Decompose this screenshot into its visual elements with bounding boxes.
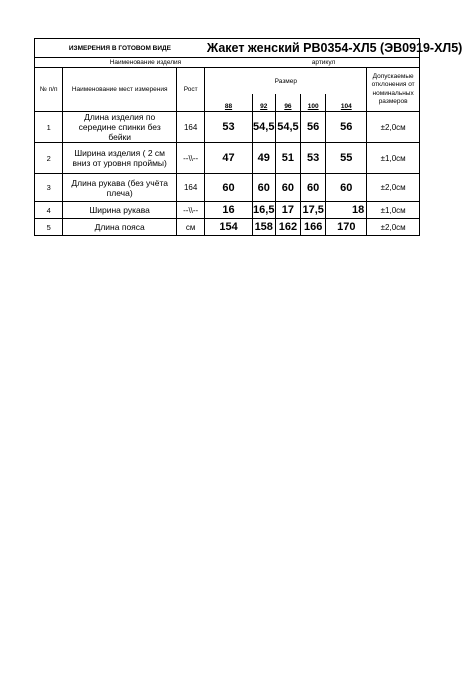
size-88-header: 88 xyxy=(205,94,252,112)
measurement-name: Длина изделия по середине спинки без бейки xyxy=(63,112,177,143)
table-row xyxy=(35,219,420,236)
measurement-name: Ширина рукава xyxy=(63,202,177,219)
size-104-header: 104 xyxy=(326,94,367,112)
value-104: 170 xyxy=(326,219,367,236)
measurement-name: Длина рукава (без учёта плеча) xyxy=(63,174,177,202)
table-row xyxy=(35,143,420,174)
height-value: 164 xyxy=(176,112,204,143)
value-104: 55 xyxy=(326,143,367,174)
height-value: --\\-- xyxy=(176,143,204,174)
row-number: 2 xyxy=(35,143,63,174)
value-100: 60 xyxy=(301,174,326,202)
value-88: 47 xyxy=(205,143,252,174)
product-title: Жакет женский РВ0354-ХЛ5 (ЭВ0919-ХЛ5) xyxy=(205,39,420,58)
tolerance-value: ±2,0см xyxy=(367,219,420,236)
size-92-header: 92 xyxy=(252,94,275,112)
row-number: 4 xyxy=(35,202,63,219)
value-96: 54,5 xyxy=(275,112,300,143)
row-number: 3 xyxy=(35,174,63,202)
measurement-place-header: Наименование мест измерения xyxy=(63,68,177,112)
value-104: 56 xyxy=(326,112,367,143)
size-header: Размер xyxy=(205,68,367,95)
value-92: 60 xyxy=(252,174,275,202)
value-100: 53 xyxy=(301,143,326,174)
value-92: 16,5 xyxy=(252,202,275,219)
table-row xyxy=(35,174,420,202)
tolerance-value: ±2,0см xyxy=(367,112,420,143)
value-100: 17,5 xyxy=(301,202,326,219)
row-number: 5 xyxy=(35,219,63,236)
value-88: 60 xyxy=(205,174,252,202)
value-100: 166 xyxy=(301,219,326,236)
value-92: 54,5 xyxy=(252,112,275,143)
value-92: 158 xyxy=(252,219,275,236)
table-row xyxy=(35,202,420,219)
value-88: 53 xyxy=(205,112,252,143)
article-label: артикул xyxy=(228,58,420,68)
table-row xyxy=(35,112,420,143)
height-header: Рост xyxy=(176,68,204,112)
header-row xyxy=(35,68,420,95)
measurements-caption: ИЗМЕРЕНИЯ В ГОТОВОМ ВИДЕ xyxy=(35,39,205,58)
measurement-name: Длина пояса xyxy=(63,219,177,236)
height-value: 164 xyxy=(176,174,204,202)
title-row xyxy=(35,39,420,58)
product-name-label: Наименование изделия xyxy=(63,58,228,68)
tolerance-header: Допускаемые отклонения от номинальных размеров xyxy=(367,68,420,112)
value-96: 17 xyxy=(275,202,300,219)
value-88: 154 xyxy=(205,219,252,236)
number-header: № п/п xyxy=(35,68,63,112)
value-104: 60 xyxy=(326,174,367,202)
size-100-header: 100 xyxy=(301,94,326,112)
value-88: 16 xyxy=(205,202,252,219)
value-92: 49 xyxy=(252,143,275,174)
measurement-table xyxy=(34,38,462,236)
tolerance-value: ±2,0см xyxy=(367,174,420,202)
subheader-row xyxy=(35,58,420,68)
height-value: --\\-- xyxy=(176,202,204,219)
row-number: 1 xyxy=(35,112,63,143)
measurement-name: Ширина изделия ( 2 см вниз от уровня проймы) xyxy=(63,143,177,174)
value-96: 60 xyxy=(275,174,300,202)
value-104: 18 xyxy=(326,202,367,219)
value-100: 56 xyxy=(301,112,326,143)
tolerance-value: ±1,0см xyxy=(367,202,420,219)
size-96-header: 96 xyxy=(275,94,300,112)
tolerance-value: ±1,0см xyxy=(367,143,420,174)
height-value: см xyxy=(176,219,204,236)
value-96: 51 xyxy=(275,143,300,174)
value-96: 162 xyxy=(275,219,300,236)
measurement-sheet xyxy=(34,38,462,236)
